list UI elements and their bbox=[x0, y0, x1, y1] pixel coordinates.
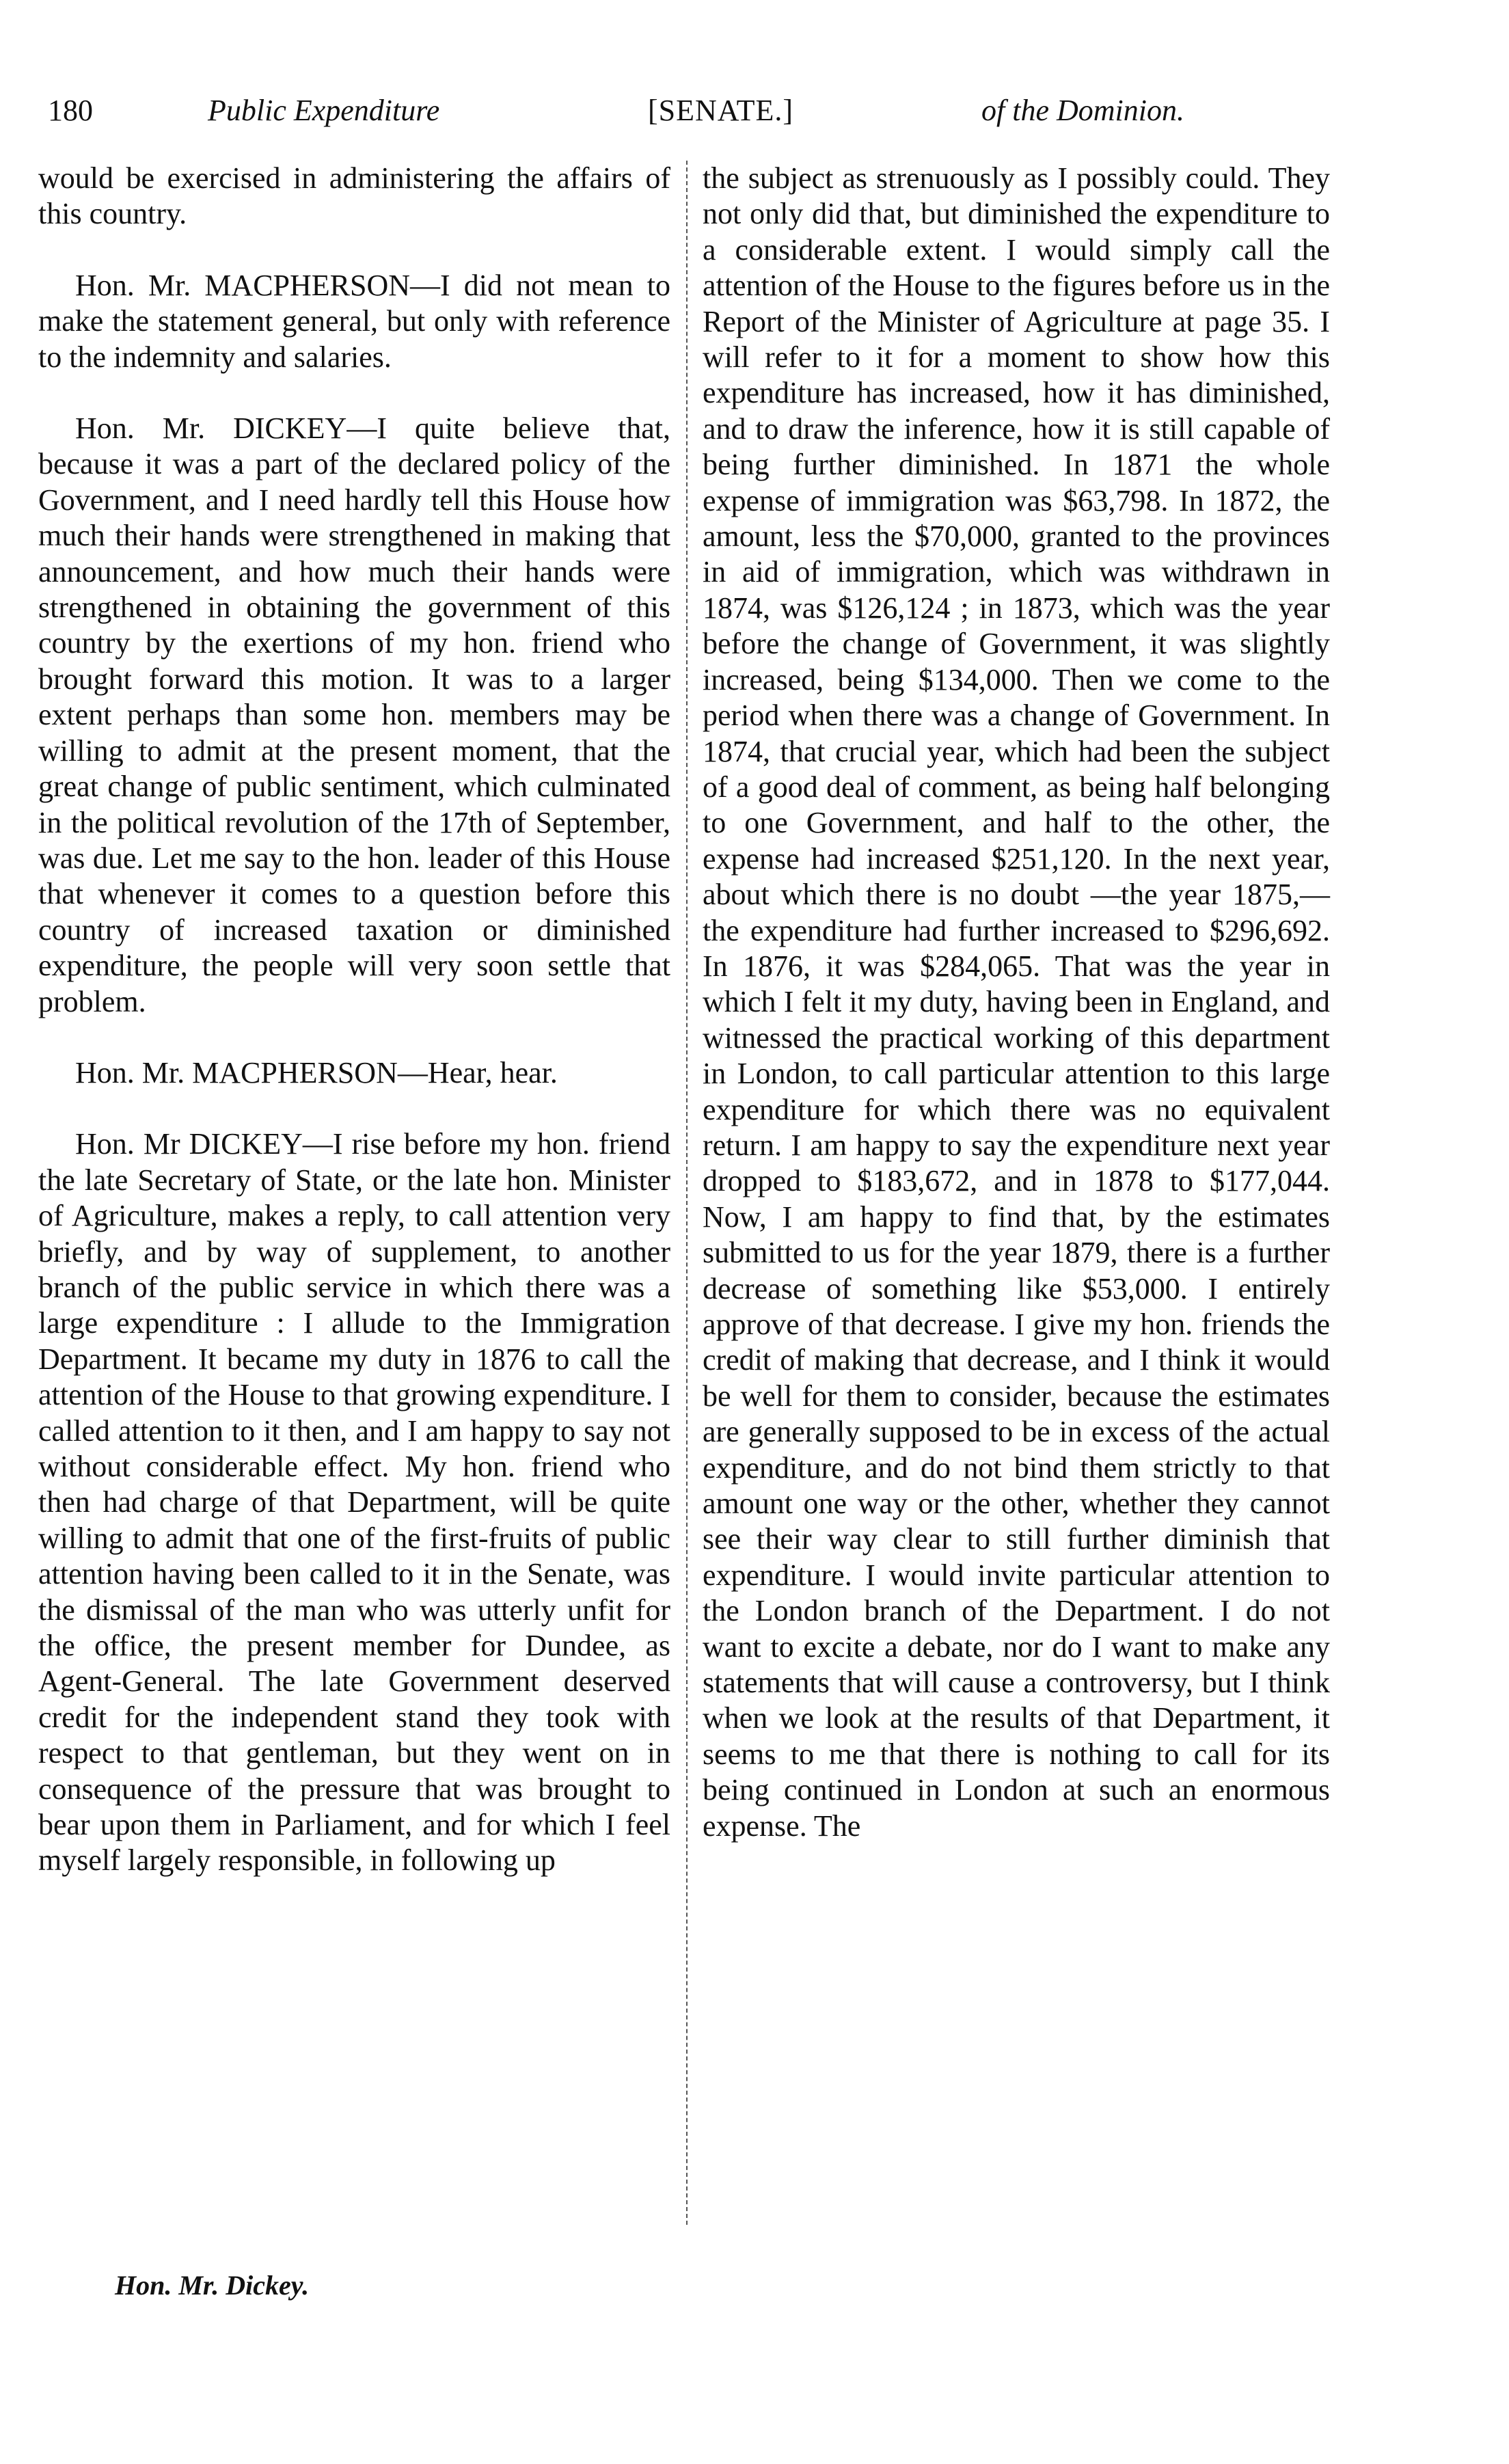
page-number: 180 bbox=[48, 94, 93, 127]
header-center-title: [SENATE.] bbox=[648, 94, 794, 127]
running-header bbox=[48, 90, 1442, 138]
column-divider bbox=[686, 161, 688, 2225]
paragraph-macpherson-1: Hon. Mr. MACPHERSON—I did not mean to make the statement general, but only with reference to the indemnity and salaries. bbox=[38, 268, 670, 374]
footer-signature: Hon. Mr. Dickey. bbox=[115, 2270, 310, 2301]
header-left-title: Public Expenditure bbox=[208, 94, 440, 127]
paragraph-dickey-2: Hon. Mr DICKEY—I rise before my hon. friend the late Secretary of State, or the late hon. Minister of Agriculture, makes a reply, to call attention very briefly, and by way of supplement, to another branch of the public service in which there was a large expenditure : I allude to the Immigration Department. It became my duty in 1876 to call the attention of the House to that growing expenditure. I called attention to it then, and I am happy to say not without considerable effect. My hon. friend who then had charge of that Department, will be quite willing to admit that one of the first-fruits of public attention having been called to it in the Senate, was the dismissal of the man who was utterly unfit for the office, the present member for Dundee, as Agent-General. The late Government deserved credit for the independent stand they took with respect to that gentleman, but they went on in consequence of the pressure that was brought to bear upon them in Parliament, and for which I feel myself largely responsible, in following up bbox=[38, 1127, 670, 1878]
paragraph-macpherson-2: Hon. Mr. MACPHERSON—Hear, hear. bbox=[75, 1055, 558, 1089]
right-column bbox=[703, 161, 1330, 1844]
paragraph-dickey-1: Hon. Mr. DICKEY—I quite believe that, because it was a part of the declared policy of the Government, and I need hardly tell this House how much their hands were strengthened in making that announcement, and how much their hands were strengthened in obtaining the government of this country by the exertions of my hon. friend who brought forward this motion. It was to a larger extent perhaps than some hon. members may be willing to admit at the present moment, that the great change of public sentiment, which culminated in the political revolution of the 17th of September, was due. Let me say to the hon. leader of this House that whenever it comes to a question before this country of increased taxation or diminished expenditure, the people will very soon settle that problem. bbox=[38, 411, 670, 1018]
paragraph-continuation: would be exercised in administering the affairs of this country. bbox=[38, 161, 670, 231]
left-column bbox=[38, 161, 670, 1879]
paragraph-dickey-continued: the subject as strenuously as I possibly could. They not only did that, but diminished the expenditure to a considerable extent. I would simply call the attention of the House to the figures before us in the Report of the Minister of Agriculture at page 35. I will refer to it for a moment to show how this expenditure has increased, how it has diminished, and to draw the inference, how it is still capable of being further diminished. In 1871 the whole expense of immigration was $63,798. In 1872, the amount, less the $70,000, granted to the provinces in aid of immigration, which was withdrawn in 1874, was $126,124 ; in 1873, which was the year before the change of Government, it was slightly increased, being $134,000. Then we come to the period when there was a change of Government. In 1874, that crucial year, which had been the subject of a good deal of comment, as being half belonging to one Government, and half to the other, the expense had increased $251,120. In the next year, about which there is no doubt —the year 1875,—the expenditure had further increased to $296,692. In 1876, it was $284,065. That was the year in which I felt it my duty, having been in England, and witnessed the practical working of this department in London, to call particular attention to this large expenditure for which there was no equivalent return. I am happy to say the expenditure next year dropped to $183,672, and in 1878 to $177,044. Now, I am happy to find that, by the estimates submitted to us for the year 1879, there is a further decrease of something like $53,000. I entirely approve of that decrease. I give my hon. friends the credit of making that decrease, and I think it would be well for them to consider, because the estimates are generally supposed to be in excess of the actual expenditure, and do not bind them strictly to that amount one way or the other, whether they cannot see their way clear to still further diminish that expenditure. I would invite particular attention to the London branch of the Department. I do not want to excite a debate, nor do I want to make any statements that will cause a controversy, but I think when we look at the results of that Department, it seems to me that there is nothing to call for its being continued in London at such an enormous expense. The bbox=[703, 161, 1330, 1843]
header-right-title: of the Dominion. bbox=[981, 94, 1184, 127]
